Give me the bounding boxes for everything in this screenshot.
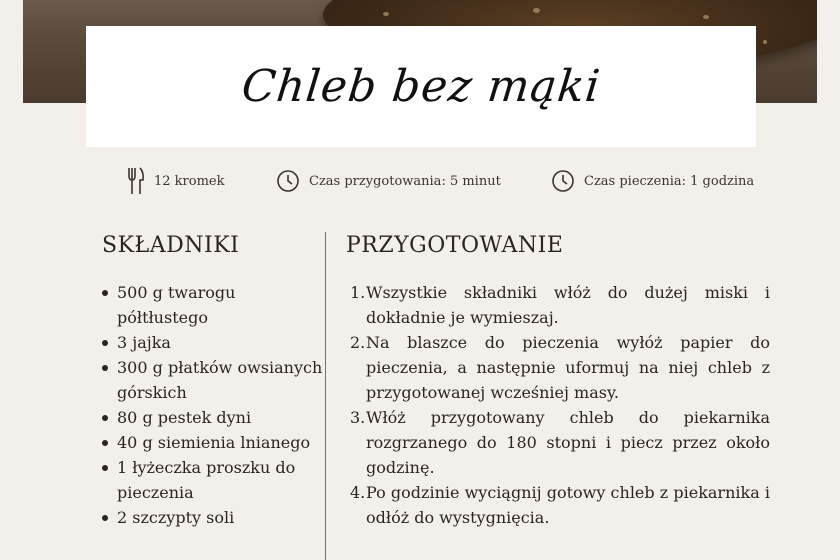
step-text: Po godzinie wyciągnij gotowy chleb z piekarnika i odłóż do wystygnięcia. <box>366 483 770 527</box>
clock-icon <box>276 169 300 193</box>
step-item <box>350 405 770 480</box>
bake-time-info <box>551 165 754 197</box>
ingredient-item: 500 g twarogu półtłustego <box>100 280 325 330</box>
step-item <box>350 480 770 530</box>
ingredient-item: 300 g płatków owsianych górskich <box>100 355 325 405</box>
step-item <box>350 280 770 330</box>
step-number: 4. <box>350 483 366 502</box>
ingredient-item: 3 jajka <box>100 330 325 355</box>
servings-text: 12 kromek <box>154 173 225 189</box>
step-number: 2. <box>350 333 366 352</box>
servings-info <box>127 165 225 197</box>
ingredient-item: 1 łyżeczka proszku do pieczenia <box>100 455 325 505</box>
column-divider <box>325 232 326 560</box>
ingredient-item: 40 g siemienia lnianego <box>100 430 325 455</box>
step-text: Na blaszce do pieczenia wyłóż papier do pieczenia, a następnie uformuj na niej chleb z przygotowanej wcześniej masy. <box>366 333 770 402</box>
ingredients-heading: SKŁADNIKI <box>102 233 240 258</box>
step-number: 3. <box>350 408 366 427</box>
ingredient-item: 2 szczypty soli <box>100 505 325 530</box>
bake-time-text: Czas pieczenia: 1 godzina <box>584 173 755 189</box>
ingredients-list <box>100 280 325 530</box>
step-text: Włóż przygotowany chleb do piekarnika rozgrzanego do 180 stopni i piecz przez około godzinę. <box>366 408 770 477</box>
step-item <box>350 330 770 405</box>
title-card <box>86 26 756 147</box>
preparation-heading: PRZYGOTOWANIE <box>346 233 564 258</box>
preparation-steps <box>350 280 770 530</box>
prep-time-info <box>276 165 501 197</box>
prep-time-text: Czas przygotowania: 5 minut <box>309 173 501 189</box>
ingredient-item: 80 g pestek dyni <box>100 405 325 430</box>
recipe-title: Chleb bez mąki <box>239 61 603 112</box>
clock-icon <box>551 169 575 193</box>
step-number: 1. <box>350 283 366 302</box>
fork-knife-icon <box>127 166 145 196</box>
step-text: Wszystkie składniki włóż do dużej miski i dokładnie je wymieszaj. <box>366 283 770 327</box>
